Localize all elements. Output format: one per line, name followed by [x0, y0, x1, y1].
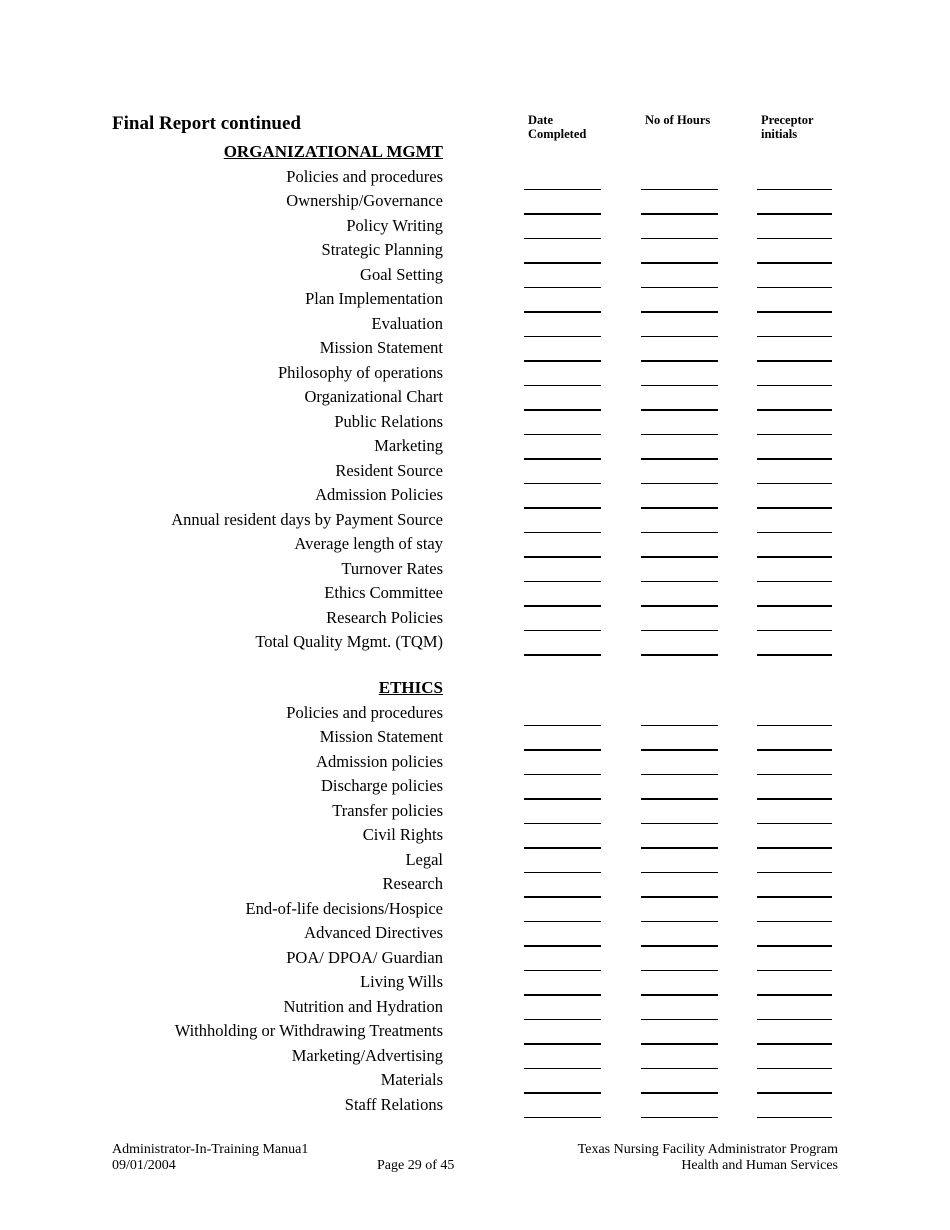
blank-line-hours[interactable]	[641, 507, 718, 509]
blank-line-date[interactable]	[524, 287, 601, 288]
blank-line-date[interactable]	[524, 921, 601, 922]
checklist-item-label: Nutrition and Hydration	[283, 996, 443, 1016]
blank-line-date[interactable]	[524, 532, 601, 533]
blank-line-hours[interactable]	[641, 385, 718, 386]
footer-left	[112, 1142, 308, 1174]
blank-line-preceptor[interactable]	[757, 1092, 832, 1094]
blank-line-date[interactable]	[524, 654, 601, 656]
checklist-item-label: Transfer policies	[332, 800, 443, 820]
blank-line-hours[interactable]	[641, 1117, 718, 1118]
blank-line-hours[interactable]	[641, 749, 718, 751]
checklist-item-label: Strategic Planning	[321, 240, 443, 259]
checklist-item-label: End-of-life decisions/Hospice	[245, 898, 443, 918]
footer-agency: Health and Human Services	[681, 1158, 838, 1173]
blank-line-preceptor[interactable]	[757, 262, 832, 264]
checklist-item-label: Ethics Committee	[324, 583, 443, 602]
blank-line-preceptor[interactable]	[757, 458, 832, 460]
blank-line-preceptor[interactable]	[757, 945, 832, 947]
blank-line-date[interactable]	[524, 311, 601, 313]
blank-line-hours[interactable]	[641, 774, 718, 775]
blank-line-preceptor[interactable]	[757, 507, 832, 509]
blank-line-hours[interactable]	[641, 458, 718, 460]
blank-line-hours[interactable]	[641, 945, 718, 947]
blank-line-hours[interactable]	[641, 896, 718, 898]
blank-line-preceptor[interactable]	[757, 213, 832, 215]
blank-line-hours[interactable]	[641, 483, 718, 484]
blank-line-hours[interactable]	[641, 262, 718, 264]
checklist-item-label: Policies and procedures	[286, 166, 443, 186]
checklist-item-label: Legal	[405, 849, 443, 869]
blank-line-preceptor[interactable]	[757, 311, 832, 313]
blank-line-preceptor[interactable]	[757, 287, 832, 288]
blank-line-preceptor[interactable]	[757, 774, 832, 775]
checklist-item-label: Mission Statement	[319, 338, 443, 357]
blank-line-preceptor[interactable]	[757, 1117, 832, 1118]
blank-line-hours[interactable]	[641, 798, 718, 800]
blank-line-preceptor[interactable]	[757, 605, 832, 607]
blank-line-hours[interactable]	[641, 630, 718, 631]
checklist-item-label: Admission Policies	[315, 485, 443, 504]
blank-line-date[interactable]	[524, 1019, 601, 1020]
blank-line-date[interactable]	[524, 970, 601, 971]
blank-line-hours[interactable]	[641, 336, 718, 337]
blank-line-hours[interactable]	[641, 605, 718, 607]
blank-line-preceptor[interactable]	[757, 798, 832, 800]
blank-line-hours[interactable]	[641, 654, 718, 656]
blank-line-hours[interactable]	[641, 725, 718, 726]
blank-line-preceptor[interactable]	[757, 921, 832, 922]
blank-line-hours[interactable]	[641, 970, 718, 971]
column-header-date-line2: Completed	[528, 127, 587, 141]
checklist-item-label: Plan Implementation	[305, 289, 443, 308]
blank-line-hours[interactable]	[641, 581, 718, 582]
blank-line-date[interactable]	[524, 556, 601, 558]
checklist-item-label: Annual resident days by Payment Source	[171, 509, 443, 529]
checklist-item-label: Research	[382, 874, 443, 893]
column-header-date-line1: Date	[528, 113, 553, 127]
blank-line-hours[interactable]	[641, 238, 718, 239]
blank-line-date[interactable]	[524, 507, 601, 509]
blank-line-date[interactable]	[524, 385, 601, 386]
checklist-item-label: Living Wills	[360, 972, 443, 991]
column-header-preceptor-initials	[761, 113, 814, 141]
blank-line-preceptor[interactable]	[757, 189, 832, 190]
blank-line-date[interactable]	[524, 238, 601, 239]
blank-line-preceptor[interactable]	[757, 1019, 832, 1020]
blank-line-date[interactable]	[524, 945, 601, 947]
checklist-item-label: Marketing/Advertising	[291, 1045, 443, 1065]
blank-line-hours[interactable]	[641, 311, 718, 313]
blank-line-date[interactable]	[524, 360, 601, 362]
checklist-item-label: Organizational Chart	[304, 387, 443, 406]
blank-line-hours[interactable]	[641, 213, 718, 215]
blank-line-hours[interactable]	[641, 434, 718, 435]
checklist-item-label: Ownership/Governance	[286, 191, 443, 210]
blank-line-hours[interactable]	[641, 1043, 718, 1045]
blank-line-hours[interactable]	[641, 532, 718, 533]
checklist-item-label: Civil Rights	[362, 825, 443, 844]
blank-line-hours[interactable]	[641, 1019, 718, 1020]
checklist-item-label: Discharge policies	[320, 776, 443, 795]
checklist-item-label: Admission policies	[316, 751, 443, 771]
blank-line-date[interactable]	[524, 823, 601, 824]
footer-program-name: Texas Nursing Facility Administrator Program	[577, 1142, 838, 1157]
checklist-item-label: Mission Statement	[319, 727, 443, 746]
checklist-item-label: Turnover Rates	[341, 558, 443, 578]
footer-manual-title: Administrator-In-Training Manua1	[112, 1142, 309, 1157]
checklist-item-label: Materials	[380, 1070, 443, 1089]
blank-line-date[interactable]	[524, 725, 601, 726]
blank-line-date[interactable]	[524, 1092, 601, 1094]
blank-line-preceptor[interactable]	[757, 581, 832, 582]
blank-line-date[interactable]	[524, 605, 601, 607]
blank-line-hours[interactable]	[641, 1068, 718, 1069]
blank-line-date[interactable]	[524, 798, 601, 800]
checklist-item-label: Resident Source	[335, 460, 443, 480]
blank-line-date[interactable]	[524, 774, 601, 775]
checklist-item-label: Advanced Directives	[304, 923, 443, 942]
blank-line-preceptor[interactable]	[757, 994, 832, 996]
section-heading: ORGANIZATIONAL MGMT	[223, 142, 443, 161]
footer-page-number: Page 29 of 45	[377, 1158, 455, 1173]
blank-line-preceptor[interactable]	[757, 409, 832, 411]
blank-line-hours[interactable]	[641, 287, 718, 288]
blank-line-preceptor[interactable]	[757, 872, 832, 873]
checklist-item-label: POA/ DPOA/ Guardian	[286, 947, 443, 967]
blank-line-preceptor[interactable]	[757, 630, 832, 631]
column-header-date-completed	[528, 113, 586, 141]
blank-line-preceptor[interactable]	[757, 654, 832, 656]
blank-line-date[interactable]	[524, 458, 601, 460]
blank-line-date[interactable]	[524, 896, 601, 898]
blank-line-hours[interactable]	[641, 360, 718, 362]
blank-line-hours[interactable]	[641, 409, 718, 411]
column-header-preceptor-line1: Preceptor	[761, 113, 814, 127]
blank-line-date[interactable]	[524, 994, 601, 996]
blank-line-preceptor[interactable]	[757, 823, 832, 824]
blank-line-date[interactable]	[524, 189, 601, 190]
blank-line-date[interactable]	[524, 336, 601, 337]
footer-right	[578, 1142, 838, 1174]
checklist-item-label: Marketing	[374, 436, 443, 455]
blank-line-preceptor[interactable]	[757, 970, 832, 971]
blank-line-hours[interactable]	[641, 872, 718, 873]
blank-line-hours[interactable]	[641, 823, 718, 824]
checklist-item-label: Research Policies	[326, 607, 443, 627]
checklist-item-label: Goal Setting	[360, 264, 443, 284]
blank-line-date[interactable]	[524, 1068, 601, 1069]
blank-line-hours[interactable]	[641, 994, 718, 996]
checklist-item-label: Policies and procedures	[286, 702, 443, 722]
checklist-item-label: Total Quality Mgmt. (TQM)	[255, 632, 443, 651]
blank-line-date[interactable]	[524, 749, 601, 751]
checklist-item-label: Public Relations	[334, 411, 443, 431]
blank-line-preceptor[interactable]	[757, 556, 832, 558]
page-title: Final Report continued	[112, 113, 301, 134]
blank-line-preceptor[interactable]	[757, 725, 832, 726]
blank-line-preceptor[interactable]	[757, 360, 832, 362]
blank-line-preceptor[interactable]	[757, 896, 832, 898]
blank-line-preceptor[interactable]	[757, 238, 832, 239]
blank-line-preceptor[interactable]	[757, 532, 832, 533]
blank-line-date[interactable]	[524, 1117, 601, 1118]
column-header-preceptor-line2: initials	[761, 127, 798, 141]
blank-line-date[interactable]	[524, 630, 601, 631]
checklist-item-label: Policy Writing	[346, 215, 443, 235]
blank-line-preceptor[interactable]	[757, 336, 832, 337]
blank-line-hours[interactable]	[641, 847, 718, 849]
blank-line-date[interactable]	[524, 434, 601, 435]
blank-line-hours[interactable]	[641, 921, 718, 922]
blank-line-hours[interactable]	[641, 189, 718, 190]
blank-line-date[interactable]	[524, 581, 601, 582]
blank-line-preceptor[interactable]	[757, 434, 832, 435]
blank-line-hours[interactable]	[641, 556, 718, 558]
blank-line-preceptor[interactable]	[757, 385, 832, 386]
blank-line-preceptor[interactable]	[757, 749, 832, 751]
checklist-item-label: Staff Relations	[344, 1094, 443, 1114]
blank-line-preceptor[interactable]	[757, 847, 832, 849]
blank-line-date[interactable]	[524, 483, 601, 484]
checklist-item-label: Evaluation	[371, 313, 443, 333]
blank-line-date[interactable]	[524, 1043, 601, 1045]
blank-line-date[interactable]	[524, 262, 601, 264]
blank-line-date[interactable]	[524, 847, 601, 849]
blank-line-date[interactable]	[524, 409, 601, 411]
section-heading: ETHICS	[378, 678, 443, 697]
blank-line-preceptor[interactable]	[757, 483, 832, 484]
blank-line-date[interactable]	[524, 213, 601, 215]
blank-line-date[interactable]	[524, 872, 601, 873]
checklist-item-label: Philosophy of operations	[278, 362, 443, 382]
blank-line-preceptor[interactable]	[757, 1068, 832, 1069]
checklist-item-label: Withholding or Withdrawing Treatments	[174, 1021, 443, 1040]
footer-date: 09/01/2004	[112, 1158, 176, 1173]
blank-line-preceptor[interactable]	[757, 1043, 832, 1045]
checklist-item-label: Average length of stay	[294, 534, 443, 553]
blank-line-hours[interactable]	[641, 1092, 718, 1094]
column-header-hours: No of Hours	[645, 113, 711, 127]
